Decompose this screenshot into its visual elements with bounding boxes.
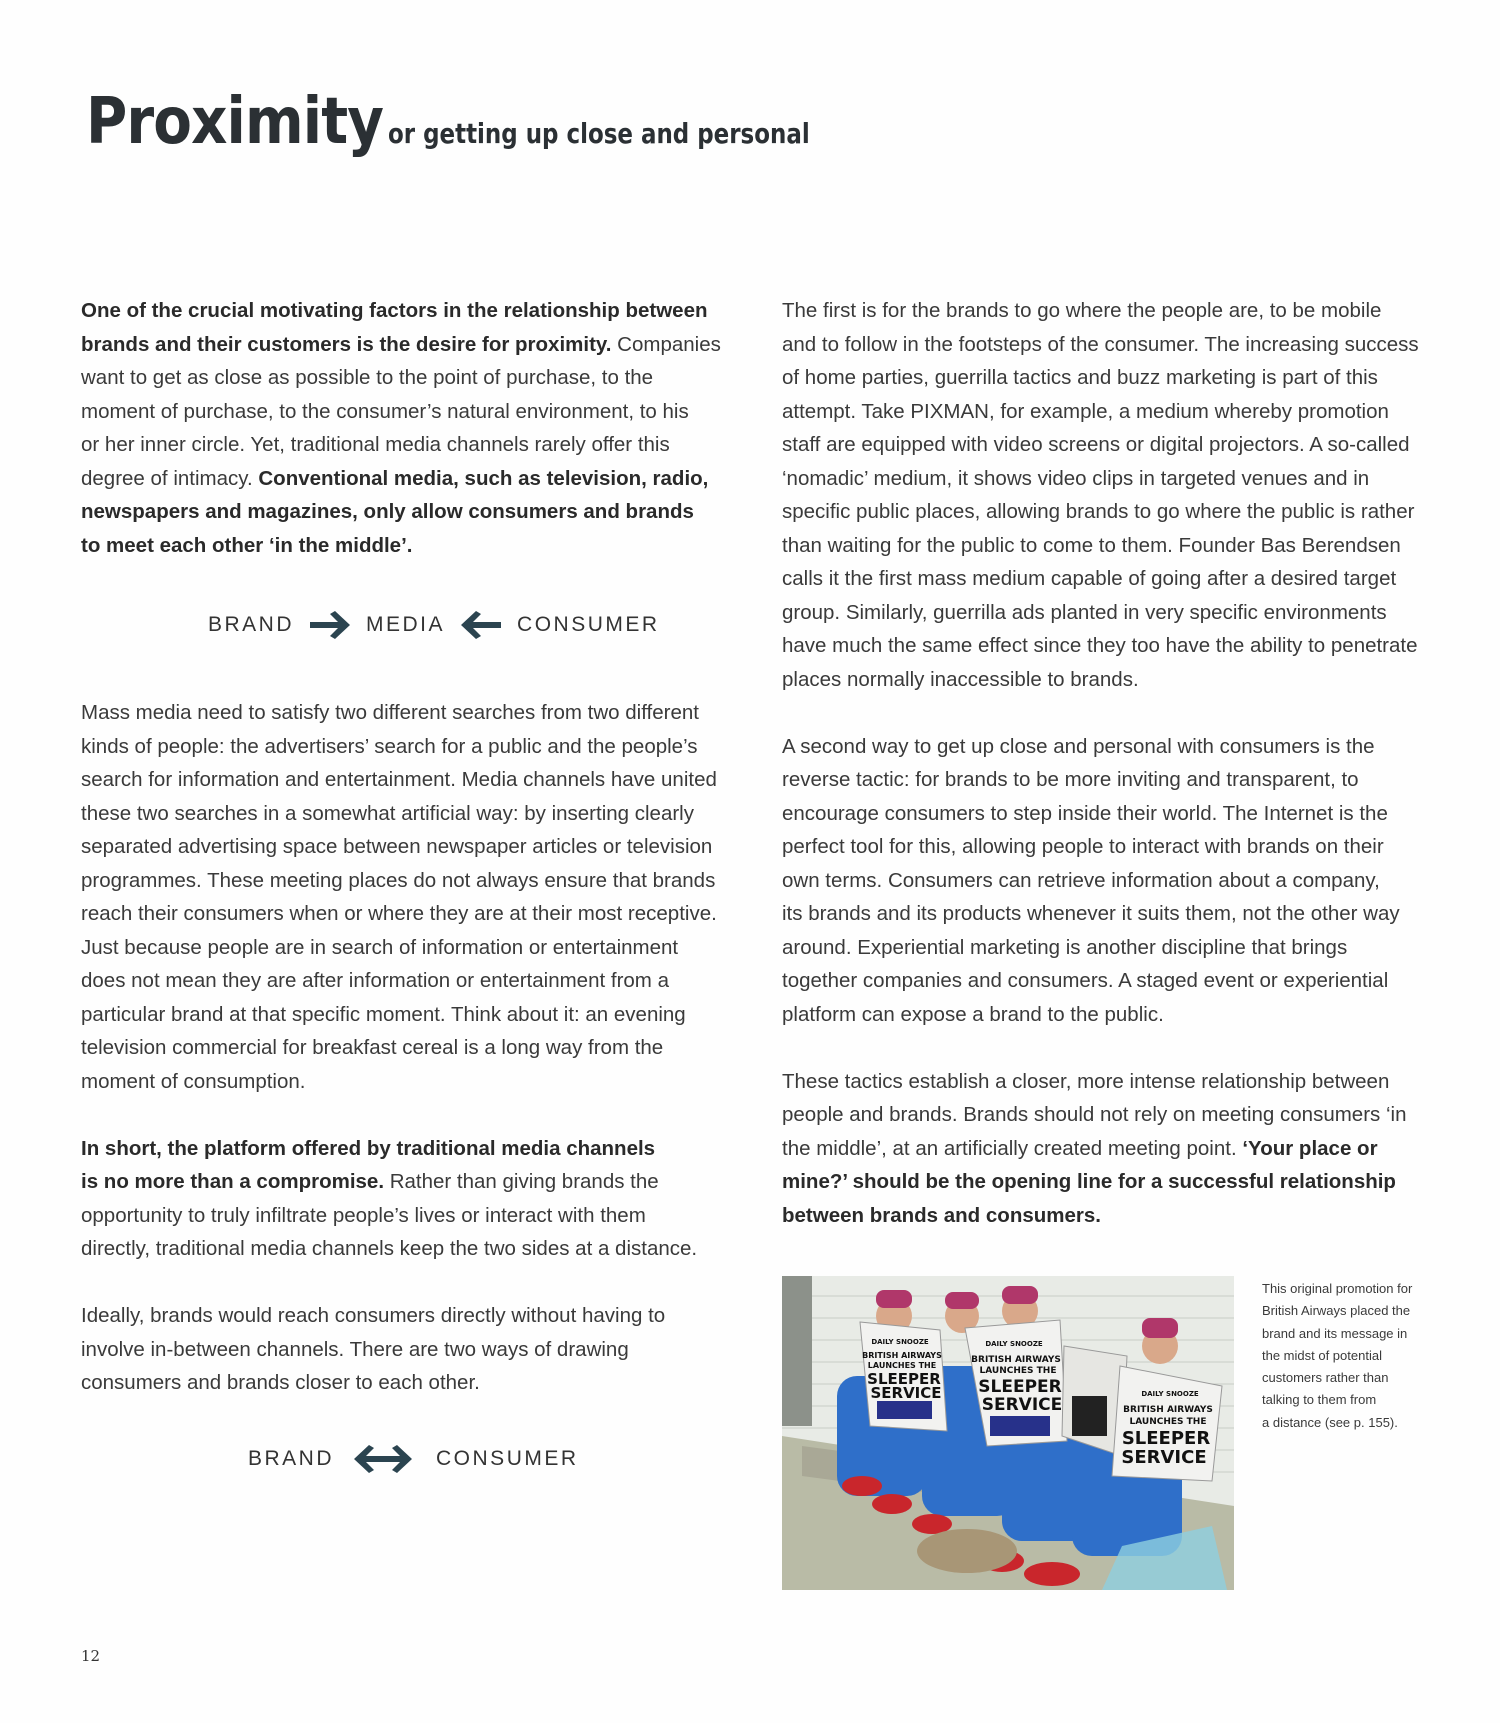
text-line: of home parties, guerrilla tactics and buzz marketing is part of this [782, 366, 1378, 389]
svg-text:BRITISH AIRWAYS: BRITISH AIRWAYS [1123, 1405, 1213, 1415]
text-line: brand and its message in [1262, 1325, 1408, 1341]
text-line: around. Experiential marketing is another discipline that brings [782, 935, 1348, 959]
newspaper-masthead: DAILY SNOOZE [871, 1338, 929, 1346]
text-line: group. Similarly, guerrilla ads planted in very specific environments [782, 600, 1387, 624]
text-line: The first is for the brands to go where the people are, to be mobile [782, 299, 1382, 322]
text-line: a distance (see p. 155). [1262, 1414, 1398, 1430]
svg-text:BRITISH AIRWAYS: BRITISH AIRWAYS [971, 1355, 1061, 1365]
arrow-right-icon [308, 610, 352, 640]
double-arrow-icon [352, 1443, 414, 1475]
svg-text:SLEEPER: SLEEPER [1121, 1428, 1211, 1449]
diagram-label-consumer: CONSUMER [436, 1447, 579, 1470]
text-line: and to follow in the footsteps of the consumer. The increasing success [782, 332, 1419, 356]
first-way-paragraph [782, 294, 1462, 696]
text-line: own terms. Consumers can retrieve information about a company, [782, 868, 1380, 892]
text-line: attempt. Take PIXMAN, for example, a medium whereby promotion [782, 399, 1389, 423]
svg-text:SERVICE: SERVICE [870, 1384, 942, 1402]
text-line: British Airways placed the [1262, 1303, 1411, 1319]
text-line: separated advertising space between newspaper articles or television [81, 835, 713, 858]
diagram-label-brand: BRAND [248, 1447, 335, 1470]
svg-text:DAILY SNOOZE: DAILY SNOOZE [1141, 1390, 1199, 1398]
intro-paragraph: One of the crucial motivating factors in the relationship between brands and their customers is the desire for proximity. Companies want to get as close as possible to the point of purchase, to the moment of purchase, to the consumer’s natural environment, to his or her inner circle. Yet, traditional media channels rarely offer this degree of intimacy. Conventional media, such as television, radio, newspapers and magazines, only allow consumers and brands to meet each other ‘in the middle’. [81, 299, 721, 557]
heading-subtitle: or getting up close and personal [388, 117, 810, 150]
svg-text:SERVICE: SERVICE [1121, 1447, 1207, 1468]
page-heading [86, 85, 902, 159]
text-line: together companies and consumers. A staged event or experiential [782, 969, 1389, 992]
text-line: Just because people are in search of information or entertainment [81, 935, 679, 959]
svg-text:DAILY SNOOZE: DAILY SNOOZE [985, 1340, 1043, 1348]
heading-title: Proximity [86, 85, 384, 159]
text-line: A second way to get up close and personal with consumers is the [782, 734, 1375, 758]
text-line: involve in-between channels. There are two ways of drawing [81, 1337, 629, 1361]
svg-text:LAUNCHES THE: LAUNCHES THE [979, 1366, 1057, 1376]
text-line: This original promotion for [1262, 1281, 1413, 1296]
brand-consumer-diagram [248, 1443, 579, 1475]
text-line: perfect tool for this, allowing people to interact with brands on their [782, 835, 1384, 858]
text-line: search for information and entertainment. Media channels have united [81, 768, 717, 791]
svg-text:SLEEPER: SLEEPER [867, 1370, 941, 1388]
text-line: customers rather than [1262, 1370, 1389, 1386]
text-line: television commercial for breakfast cereal is a long way from the [81, 1036, 664, 1059]
text-line: reach their consumers when or where they are at their most receptive. [81, 902, 717, 925]
brand-media-consumer-diagram [208, 610, 660, 640]
text-line: moment of consumption. [81, 1069, 306, 1093]
page-number: 12 [81, 1647, 101, 1665]
right-column [782, 294, 1462, 1232]
text-line: particular brand at that specific moment. Think about it: an evening [81, 1002, 686, 1026]
text-line: have much the same effect since they too have the ability to penetrate [782, 634, 1418, 657]
text-line: Mass media need to satisfy two different searches from two different [81, 701, 699, 724]
text-line: Ideally, brands would reach consumers directly without having to [81, 1304, 666, 1327]
text-line: consumers and brands closer to each other. [81, 1371, 480, 1394]
text-line: than waiting for the public to come to them. Founder Bas Berendsen [782, 533, 1401, 557]
diagram-label-consumer: CONSUMER [517, 613, 660, 636]
text-line: places normally inaccessible to brands. [782, 667, 1139, 691]
text-line: reverse tactic: for brands to be more inviting and transparent, to [782, 768, 1359, 791]
svg-text:LAUNCHES THE: LAUNCHES THE [1129, 1417, 1207, 1427]
svg-text:LAUNCHES THE: LAUNCHES THE [867, 1361, 937, 1370]
text-line: kinds of people: the advertisers’ search for a public and the people’s [81, 734, 698, 758]
text-line: encourage consumers to step inside their world. The Internet is the [782, 801, 1388, 825]
text-line: these two searches in a somewhat artificial way: by inserting clearly [81, 801, 694, 825]
text-line: programmes. These meeting places do not always ensure that brands [81, 868, 716, 892]
ideally-paragraph [81, 1299, 761, 1400]
mass-media-paragraph [81, 696, 761, 1098]
text-line: calls it the first mass medium capable of going after a desired target [782, 567, 1397, 590]
svg-text:BRITISH AIRWAYS: BRITISH AIRWAYS [862, 1351, 942, 1360]
text-line: staff are equipped with video screens or digital projectors. A so-called [782, 433, 1410, 456]
compromise-paragraph: In short, the platform offered by traditional media channels is no more than a compromise. Rather than giving brands the opportunity to truly infiltrate people’s lives or interact with them directly, traditional media channels keep the two sides at a distance. [81, 1136, 698, 1260]
photo-caption [1262, 1278, 1452, 1434]
text-line: the midst of potential [1262, 1347, 1382, 1363]
diagram-label-brand: BRAND [208, 613, 295, 636]
text-line: talking to them from [1262, 1392, 1377, 1408]
svg-text:SERVICE: SERVICE [981, 1395, 1063, 1415]
second-way-paragraph [782, 730, 1462, 1032]
svg-text:SLEEPER: SLEEPER [978, 1377, 1062, 1397]
diagram-label-media: MEDIA [366, 613, 446, 636]
text-line: platform can expose a brand to the public. [782, 1002, 1164, 1026]
conclusion-paragraph: These tactics establish a closer, more intense relationship between people and brands. Brands should not rely on meeting consumers ‘in the middle’, at an artificially created meeting point. ‘Your place or mine?’ should be the opening line for a successful relationship between brands and consumers. [782, 1069, 1407, 1227]
text-line: ‘nomadic’ medium, it shows video clips in targeted venues and in [782, 466, 1370, 490]
text-line: its brands and its products whenever it suits them, not the other way [782, 902, 1400, 925]
left-column [81, 294, 761, 1400]
arrow-left-icon [459, 610, 503, 640]
british-airways-promotion-photo [782, 1276, 1234, 1590]
text-line: specific public places, allowing brands to go where the public is rather [782, 500, 1415, 523]
text-line: does not mean they are after information or entertainment from a [81, 969, 669, 992]
